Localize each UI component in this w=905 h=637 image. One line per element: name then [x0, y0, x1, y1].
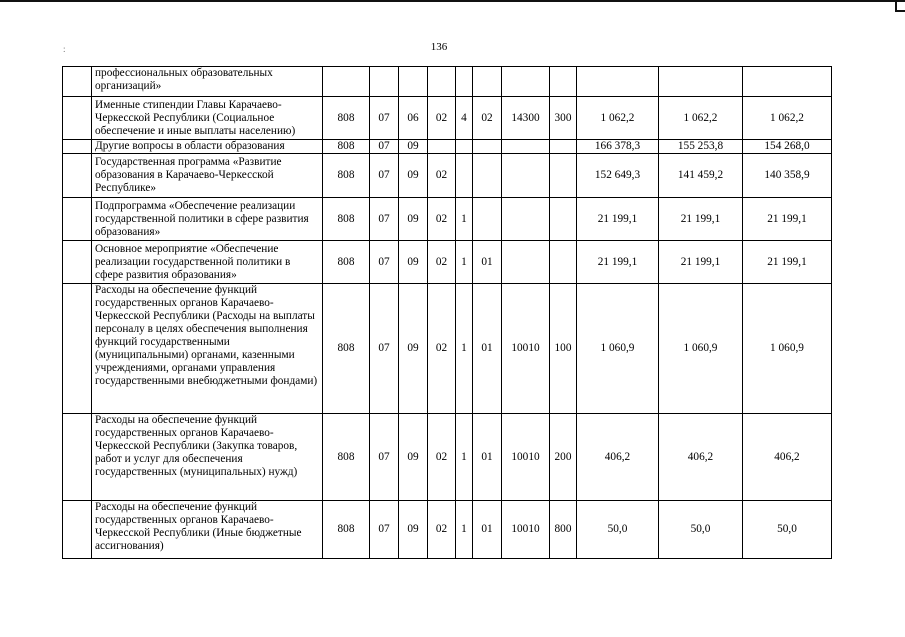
- subsection-code-cell: 09: [399, 284, 428, 414]
- table-row: [63, 501, 832, 559]
- amount-year-2-cell: 21 199,1: [659, 198, 743, 241]
- direction-code-cell: 10010: [502, 501, 550, 559]
- table-row: [63, 140, 832, 154]
- amount-year-3-cell: [743, 67, 832, 97]
- direction-code-cell: 10010: [502, 284, 550, 414]
- admin-code-cell: 808: [323, 154, 370, 198]
- corner-crop-mark: [895, 0, 905, 12]
- direction-code-cell: [502, 67, 550, 97]
- amount-year-2-cell: 155 253,8: [659, 140, 743, 154]
- subprogram-code-cell: 1: [456, 198, 473, 241]
- section-code-cell: 07: [370, 154, 399, 198]
- amount-year-1-cell: [577, 67, 659, 97]
- amount-year-1-cell: 1 062,2: [577, 97, 659, 140]
- expense-name-cell: Основное мероприятие «Обеспечение реализации государственной политики в сфере развития образования»: [92, 241, 323, 284]
- section-code-cell: [370, 67, 399, 97]
- table-row: [63, 414, 832, 501]
- direction-code-cell: [502, 241, 550, 284]
- program-code-cell: 02: [428, 284, 456, 414]
- budget-table: [62, 66, 832, 559]
- expense-type-code-cell: [550, 154, 577, 198]
- row-number-cell: [63, 154, 92, 198]
- expense-type-code-cell: 200: [550, 414, 577, 501]
- expense-type-code-cell: [550, 67, 577, 97]
- expense-name-cell: Подпрограмма «Обеспечение реализации государственной политики в сфере развития образования»: [92, 198, 323, 241]
- amount-year-3-cell: 50,0: [743, 501, 832, 559]
- expense-name-cell: Расходы на обеспечение функций государственных органов Карачаево-Черкесской Республики (Иные бюджетные ассигнования): [92, 501, 323, 559]
- row-number-cell: [63, 198, 92, 241]
- direction-code-cell: [502, 198, 550, 241]
- amount-year-1-cell: 152 649,3: [577, 154, 659, 198]
- admin-code-cell: 808: [323, 97, 370, 140]
- event-code-cell: 02: [473, 97, 502, 140]
- subsection-code-cell: 09: [399, 414, 428, 501]
- subsection-code-cell: 09: [399, 140, 428, 154]
- event-code-cell: 01: [473, 414, 502, 501]
- program-code-cell: 02: [428, 97, 456, 140]
- table-row: [63, 97, 832, 140]
- section-code-cell: 07: [370, 414, 399, 501]
- top-border-line: [0, 0, 905, 2]
- section-code-cell: 07: [370, 284, 399, 414]
- direction-code-cell: [502, 140, 550, 154]
- amount-year-1-cell: 50,0: [577, 501, 659, 559]
- amount-year-3-cell: 140 358,9: [743, 154, 832, 198]
- row-number-cell: [63, 97, 92, 140]
- amount-year-1-cell: 21 199,1: [577, 198, 659, 241]
- amount-year-2-cell: 406,2: [659, 414, 743, 501]
- row-number-cell: [63, 284, 92, 414]
- section-code-cell: 07: [370, 198, 399, 241]
- expense-type-code-cell: 100: [550, 284, 577, 414]
- program-code-cell: 02: [428, 154, 456, 198]
- expense-name-cell: профессиональных образовательных организаций»: [92, 67, 323, 97]
- amount-year-3-cell: 406,2: [743, 414, 832, 501]
- subsection-code-cell: 09: [399, 198, 428, 241]
- section-code-cell: 07: [370, 97, 399, 140]
- event-code-cell: [473, 198, 502, 241]
- amount-year-1-cell: 21 199,1: [577, 241, 659, 284]
- admin-code-cell: 808: [323, 501, 370, 559]
- subprogram-code-cell: 4: [456, 97, 473, 140]
- row-number-cell: [63, 414, 92, 501]
- direction-code-cell: [502, 154, 550, 198]
- subprogram-code-cell: [456, 154, 473, 198]
- amount-year-2-cell: [659, 67, 743, 97]
- program-code-cell: 02: [428, 501, 456, 559]
- direction-code-cell: 14300: [502, 97, 550, 140]
- amount-year-3-cell: 1 060,9: [743, 284, 832, 414]
- table-row: [63, 67, 832, 97]
- direction-code-cell: 10010: [502, 414, 550, 501]
- admin-code-cell: [323, 67, 370, 97]
- expense-name-cell: Расходы на обеспечение функций государственных органов Карачаево-Черкесской Республики (Закупка товаров, работ и услуг для обеспечения государственных (муниципальных) нужд): [92, 414, 323, 501]
- admin-code-cell: 808: [323, 140, 370, 154]
- admin-code-cell: 808: [323, 241, 370, 284]
- expense-name-cell: Государственная программа «Развитие образования в Карачаево-Черкесской Республике»: [92, 154, 323, 198]
- amount-year-3-cell: 21 199,1: [743, 198, 832, 241]
- amount-year-2-cell: 1 060,9: [659, 284, 743, 414]
- event-code-cell: 01: [473, 284, 502, 414]
- subprogram-code-cell: 1: [456, 501, 473, 559]
- subsection-code-cell: 09: [399, 154, 428, 198]
- expense-name-cell: Расходы на обеспечение функций государственных органов Карачаево-Черкесской Республики (Расходы на выплаты персоналу в целях обеспечения выполнения функций государственными (муниципальными) органами, казенными учреждениями, органами управления государственными внебюджетными фондами): [92, 284, 323, 414]
- row-number-cell: [63, 140, 92, 154]
- event-code-cell: [473, 154, 502, 198]
- margin-mark: :: [63, 44, 66, 54]
- row-number-cell: [63, 241, 92, 284]
- expense-type-code-cell: 800: [550, 501, 577, 559]
- expense-type-code-cell: 300: [550, 97, 577, 140]
- row-number-cell: [63, 67, 92, 97]
- subprogram-code-cell: 1: [456, 284, 473, 414]
- event-code-cell: [473, 140, 502, 154]
- expense-type-code-cell: [550, 198, 577, 241]
- amount-year-2-cell: 50,0: [659, 501, 743, 559]
- amount-year-1-cell: 166 378,3: [577, 140, 659, 154]
- subprogram-code-cell: [456, 67, 473, 97]
- subsection-code-cell: 06: [399, 97, 428, 140]
- expense-type-code-cell: [550, 241, 577, 284]
- program-code-cell: 02: [428, 414, 456, 501]
- section-code-cell: 07: [370, 501, 399, 559]
- subsection-code-cell: 09: [399, 501, 428, 559]
- program-code-cell: 02: [428, 198, 456, 241]
- amount-year-3-cell: 21 199,1: [743, 241, 832, 284]
- table-row: [63, 198, 832, 241]
- subsection-code-cell: [399, 67, 428, 97]
- section-code-cell: 07: [370, 140, 399, 154]
- admin-code-cell: 808: [323, 198, 370, 241]
- subprogram-code-cell: [456, 140, 473, 154]
- amount-year-3-cell: 154 268,0: [743, 140, 832, 154]
- expense-type-code-cell: [550, 140, 577, 154]
- amount-year-2-cell: 141 459,2: [659, 154, 743, 198]
- program-code-cell: [428, 67, 456, 97]
- table-row: [63, 284, 832, 414]
- page-number: 136: [430, 41, 448, 53]
- expense-name-cell: Именные стипендии Главы Карачаево-Черкесской Республики (Социальное обеспечение и иные выплаты населению): [92, 97, 323, 140]
- event-code-cell: [473, 67, 502, 97]
- program-code-cell: 02: [428, 241, 456, 284]
- subprogram-code-cell: 1: [456, 241, 473, 284]
- section-code-cell: 07: [370, 241, 399, 284]
- table-row: [63, 154, 832, 198]
- admin-code-cell: 808: [323, 414, 370, 501]
- program-code-cell: [428, 140, 456, 154]
- event-code-cell: 01: [473, 501, 502, 559]
- amount-year-1-cell: 406,2: [577, 414, 659, 501]
- subsection-code-cell: 09: [399, 241, 428, 284]
- admin-code-cell: 808: [323, 284, 370, 414]
- table-body: [63, 67, 832, 559]
- expense-name-cell: Другие вопросы в области образования: [92, 140, 323, 154]
- event-code-cell: 01: [473, 241, 502, 284]
- amount-year-2-cell: 21 199,1: [659, 241, 743, 284]
- table-row: [63, 241, 832, 284]
- subprogram-code-cell: 1: [456, 414, 473, 501]
- amount-year-3-cell: 1 062,2: [743, 97, 832, 140]
- amount-year-2-cell: 1 062,2: [659, 97, 743, 140]
- row-number-cell: [63, 501, 92, 559]
- amount-year-1-cell: 1 060,9: [577, 284, 659, 414]
